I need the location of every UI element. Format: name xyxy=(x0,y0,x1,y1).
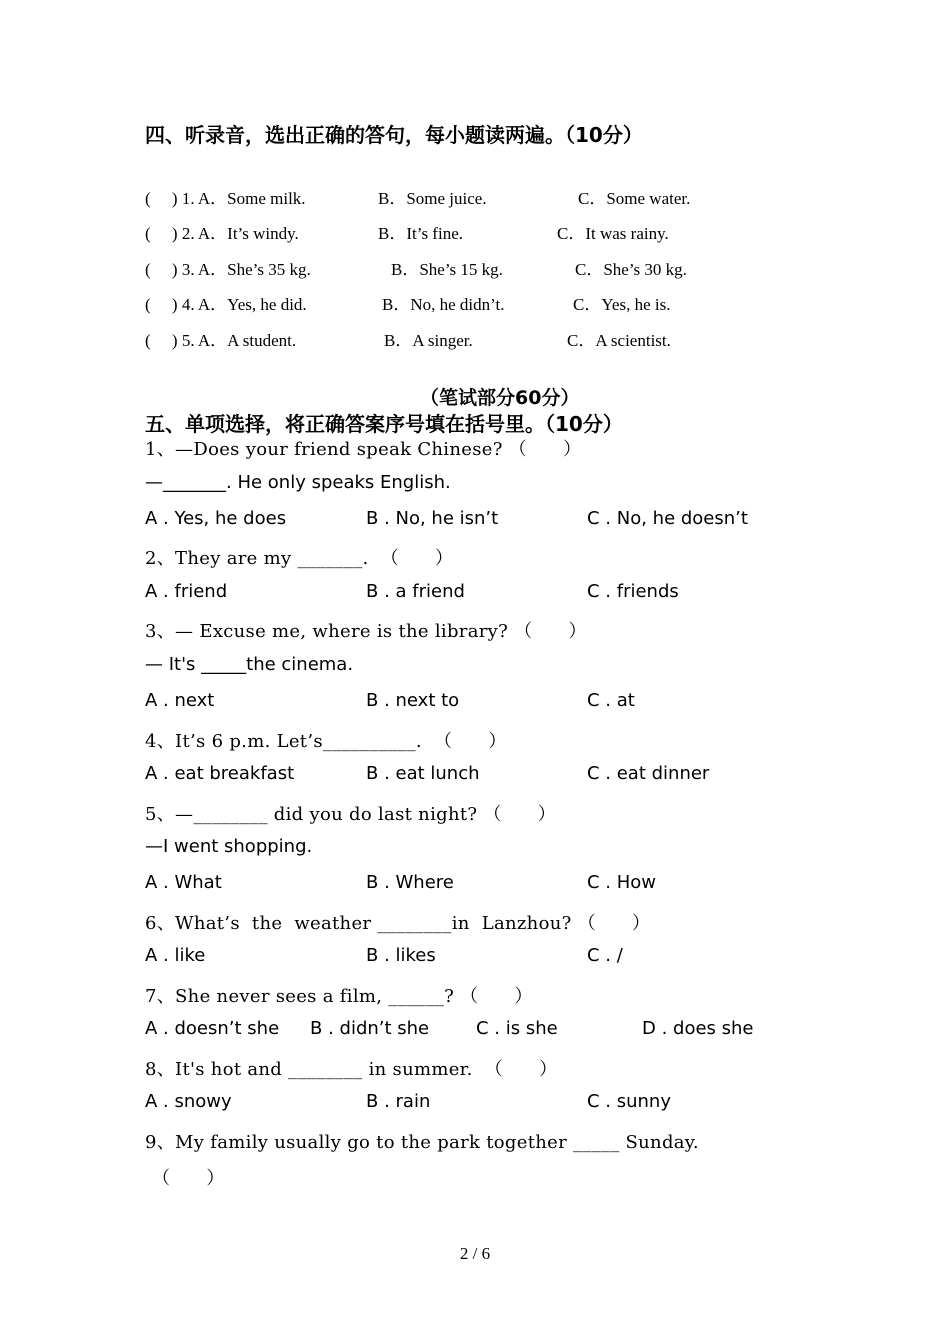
q6-stem: 6、What’s the weather ________in Lanzhou? （ ） xyxy=(145,913,651,934)
q8-option-b: B . rain xyxy=(366,1091,431,1112)
listen-q1-b: B．Some juice. xyxy=(378,189,487,208)
q5-line2: —I went shopping. xyxy=(145,836,313,857)
listen-q5-b: B．A singer. xyxy=(384,331,473,350)
q7-option-d: D . does she xyxy=(642,1018,754,1039)
q3-option-b: B . next to xyxy=(366,690,460,711)
q8-option-c: C . sunny xyxy=(587,1091,671,1112)
listen-q4-b: B．No, he didn’t. xyxy=(382,295,505,314)
listen-q5-a: ( ) 5. A．A student. xyxy=(145,331,297,350)
q2-option-b: B . a friend xyxy=(366,581,465,602)
q3-line2: — It's _____the cinema. xyxy=(145,654,354,675)
q6-option-b: B . likes xyxy=(366,945,436,966)
q9-answer-paren: （ ） xyxy=(152,1168,225,1189)
q5-stem: 5、—________ did you do last night? （ ） xyxy=(145,804,557,825)
listen-q4-a: ( ) 4. A．Yes, he did. xyxy=(145,295,307,314)
listen-q2-a: ( ) 2. A．It’s windy. xyxy=(145,224,299,243)
q4-option-c: C . eat dinner xyxy=(587,763,710,784)
q5-option-b: B . Where xyxy=(366,872,454,893)
q1-option-c: C . No, he doesn’t xyxy=(587,508,748,529)
listen-q3-c: C．She’s 30 kg. xyxy=(575,260,687,279)
listen-q4-c: C．Yes, he is. xyxy=(573,295,671,314)
q1-option-b: B . No, he isn’t xyxy=(366,508,499,529)
q3-option-a: A . next xyxy=(145,690,215,711)
section4-title: 四、听录音，选出正确的答句，每小题读两遍。（10分） xyxy=(145,123,643,147)
q1-stem: 1、—Does your friend speak Chinese? （ ） xyxy=(145,439,582,460)
section5-title: 五、单项选择，将正确答案序号填在括号里。（10分） xyxy=(145,412,623,436)
q9-stem: 9、My family usually go to the park together _____ Sunday. xyxy=(145,1132,699,1153)
listen-q3-b: B．She’s 15 kg. xyxy=(391,260,503,279)
listen-q1-c: C．Some water. xyxy=(578,189,691,208)
q7-option-c: C . is she xyxy=(476,1018,558,1039)
q2-stem: 2、They are my _______. （ ） xyxy=(145,548,454,569)
q4-option-a: A . eat breakfast xyxy=(145,763,295,784)
q7-option-b: B . didn’t she xyxy=(310,1018,430,1039)
q2-option-c: C . friends xyxy=(587,581,679,602)
q4-option-b: B . eat lunch xyxy=(366,763,480,784)
q1-option-a: A . Yes, he does xyxy=(145,508,287,529)
q5-option-c: C . How xyxy=(587,872,657,893)
q5-option-a: A . What xyxy=(145,872,222,893)
listen-q5-c: C．A scientist. xyxy=(567,331,671,350)
q8-stem: 8、It's hot and ________ in summer. （ ） xyxy=(145,1059,558,1080)
q4-stem: 4、It’s 6 p.m. Let’s__________. （ ） xyxy=(145,731,507,752)
page-number: 2 / 6 xyxy=(459,1244,491,1263)
q2-option-a: A . friend xyxy=(145,581,228,602)
q6-option-a: A . like xyxy=(145,945,206,966)
q7-option-a: A . doesn’t she xyxy=(145,1018,280,1039)
q3-stem: 3、— Excuse me, where is the library? （ ） xyxy=(145,621,587,642)
q6-option-c: C . / xyxy=(587,945,623,966)
written-part-heading: （笔试部分60分） xyxy=(420,387,580,409)
q7-stem: 7、She never sees a film, ______? （ ） xyxy=(145,986,533,1007)
listen-q1-a: ( ) 1. A．Some milk. xyxy=(145,189,306,208)
q1-line2: —_______. He only speaks English. xyxy=(145,472,451,493)
listen-q2-b: B．It’s fine. xyxy=(378,224,463,243)
listen-q2-c: C．It was rainy. xyxy=(557,224,669,243)
listen-q3-a: ( ) 3. A．She’s 35 kg. xyxy=(145,260,311,279)
q3-option-c: C . at xyxy=(587,690,635,711)
q8-option-a: A . snowy xyxy=(145,1091,232,1112)
